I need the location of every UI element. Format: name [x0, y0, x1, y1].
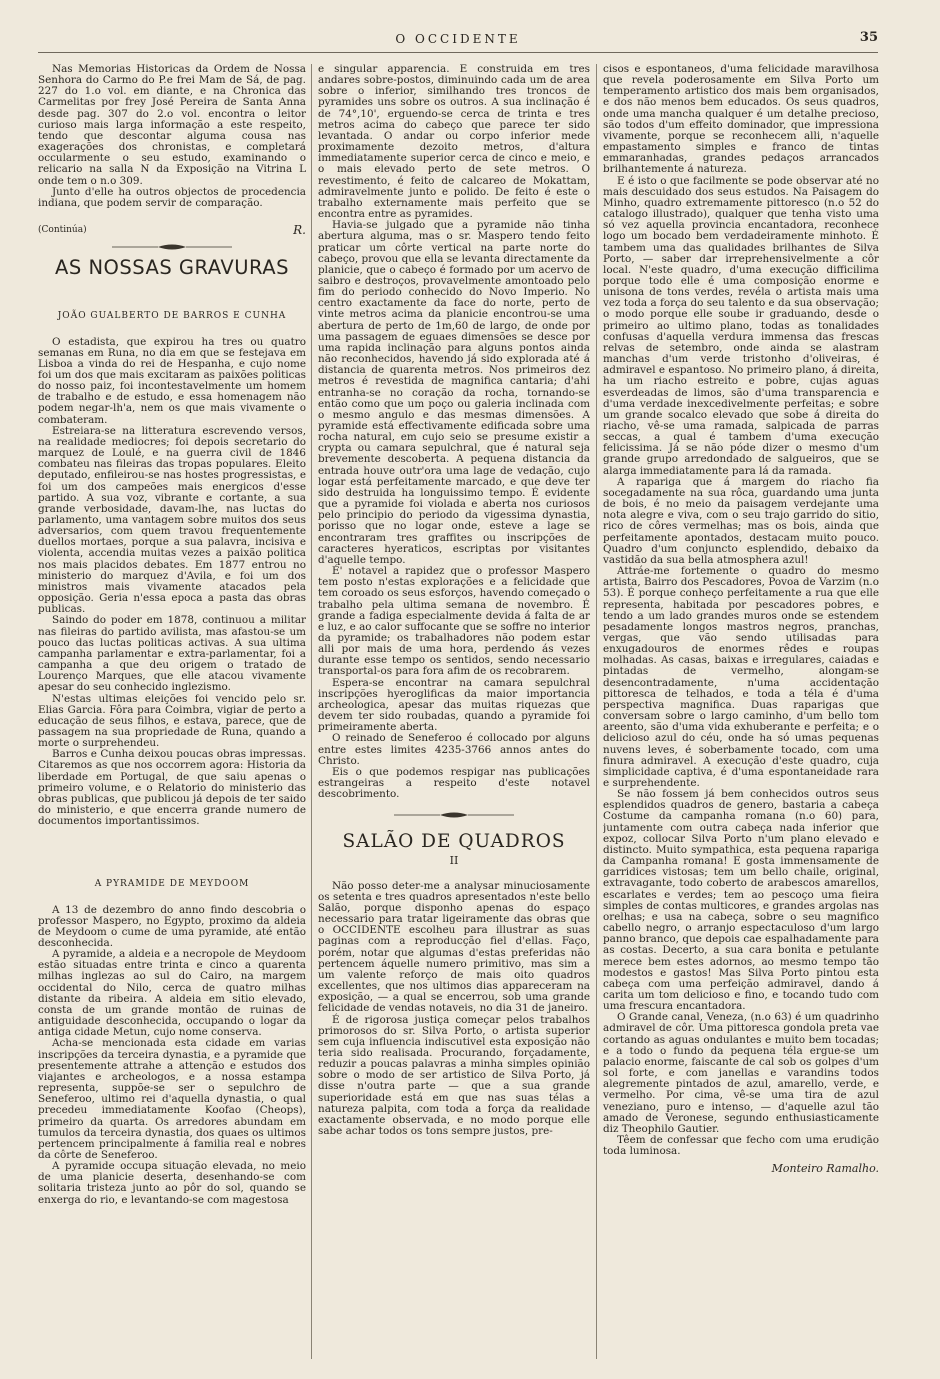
- page-header: [38, 28, 878, 53]
- continuation-line: [38, 225, 306, 236]
- paragraph: N'estas ultimas eleições foi vencido pelo sr. Elias Garcia. Fôra para Coimbra, vigiar de perto a educação de seus filhos, e estava, parece, que de passagem na sua propriedade de Runa, quando a morte o surprehendeu.: [38, 692, 306, 750]
- page-number: 35: [859, 30, 878, 45]
- section-title: SALÃO DE QUADROS: [342, 831, 566, 853]
- paragraph: Não posso deter-me a analysar minuciosamente os setenta e tres quadros apresentados n'este bello Salão, porque disponho apenas do espaço necessario para tratar ligeiramente das obras que o OCCIDENTE escolheu para illustrar as suas paginas com a reproducção fiel d'ellas. Faço, porém, notar que algumas d'estas preferidas não pertencem áquelle numero primitivo, mas sim a um valente reforço de mais oito quadros excellentes, que nos ultimos dias appareceram na exposição, — a qual se encerrou, sob uma grande felicidade de vendas notaveis, no dia 31 de janeiro.: [318, 879, 590, 1015]
- column-middle: [318, 64, 590, 1354]
- paragraph: e singular apparencia. É construida em tres andares sobre-postos, diminuindo cada um de area sobre o inferior, similhando tres troncos de pyramides uns sobre os outros. A sua inclinação é de 74°,10', erguendo-se cerca de trinta e tres metros acima do cabeço que parece ter sido levantada. O andar ou corpo inferior mede proximamente dezoito metros, d'altura immediatamente superior cerca de cinco e meio, e o mais elevado perto de sete metros. O revestimento, é feito de calcareo de Mokattam, admiravelmente junto e polido. De feito é este o trabalho externamente mais perfeito que se encontra entre as pyramides.: [318, 64, 590, 221]
- paragraph: Estreiara-se na litteratura escrevendo versos, na realidade mediocres; foi depois secretario do marquez de Loulé, e na guerra civil de 1846 combateu nas fileiras das tropas populares. Eleito deputado, enfileirou-se nas hostes progressistas, e foi um dos campeões mais energicos d'esse partido. A sua voz, vibrante e cortante, a sua grande verbosidade, davam-lhe, nas luctas do parlamento, uma vantagem sobre muitos dos seus adversarios, com quem travou frequentemente duellos mortaes, porque a sua palavra, incisiva e violenta, accendia muitas vezes a paixão politica nos mais placidos debates. Em 1877 entrou no ministerio do marquez d'Avila, e foi um dos ministros mais vivamente atacados pela opposição. Geria n'essa epoca a pasta das obras publicas.: [38, 424, 306, 616]
- paragraph: Saindo do poder em 1878, continuou a militar nas fileiras do partido avilista, mas afastou-se um pouco das luctas politicas activas. A sua ultima campanha parlamentar e extra-parlamentar, foi a campanha a que deu origem o tratado de Lourenço Marques, que elle atacou vivamente apesar do seu conhecido inglezismo.: [38, 614, 306, 694]
- paragraph: A 13 de dezembro do anno findo descobria o professor Maspero, no Egypto, proximo da aldeia de Meydoom o cume de uma pyramide, até então desconhecida.: [38, 903, 306, 949]
- paragraph: Barros e Cunha deixou poucas obras impressas. Citaremos as que nos occorrem agora: Historia da liberdade em Portugal, de que saiu apenas o primeiro volume, e o Relatorio do ministerio das obras publicas, que publicou já depois de ter saido do ministerio, e que encerra grande numero de documentos importantissimos.: [38, 748, 306, 828]
- ornament-divider: [394, 810, 514, 820]
- ornament-divider: [112, 242, 232, 252]
- paragraph: O Grande canal, Veneza, (n.o 63) é um quadrinho admiravel de côr. Uma pittoresca gondola preta vae cortando as aguas ondulantes e muito bem tocadas; e a todo o fundo da pequena téla ergue-se um palacio enorme, faiscante de cal sob os golpes d'um sol forte, e com janellas e varandins todos alegremente pintados de azul, amarello, verde, e vermelho. Por cima, vê-se uma tira de azul veneziano, puro e intenso, — d'aquelle azul tão amado de Veronese, segundo enthusiasticamente diz Theophilo Gautier.: [603, 1011, 879, 1135]
- paragraph: Têem de confessar que fecho com uma erudição toda luminosa.: [603, 1134, 879, 1158]
- paragraph: O estadista, que expirou ha tres ou quatro semanas em Runa, no dia em que se festejava em Lisboa a vinda do rei de Hespanha, e cujo nome foi um dos que mais excitaram as paixões politicas do nosso paiz, foi incontestavelmente um homem de trabalho e de estudo, e essa homenagem não podem negar-lh'a, nem os que mais vivamente o combateram.: [38, 335, 306, 426]
- column-rule: [311, 64, 312, 1359]
- column-rule: [596, 64, 597, 1359]
- continua-label: (Continúa): [38, 225, 87, 236]
- paragraph: E é isto o que facilmente se pode observar até no mais descuidado dos seus estudos. Na Paisagem do Minho, quadro extremamente pittoresco (n.o 52 do catalogo illustrado), qualquer que tenha visto uma só vez aquella provincia encantadora, reconhece logo um bocado bem verdadeiramente minhoto. É tambem uma das qualidades brilhantes de Silva Porto, — saber dar irreprehensivelmente a côr local. N'este quadro, d'uma execução difficilima porque todo elle é uma composição enorme e unisona de tons verdes, revéla o artista mais uma vez toda a força do seu talento e da sua observação; o modo porque elle soube ir graduando, desde o primeiro ao ultimo plano, todas as tonalidades confusas d'aquella verdura immensa das frescas relvas de setembro, onde ainda se alastram manchas d'um verde tristonho d'oliveiras, é admiravel e espantoso. No primeiro plano, á direita, ha um riacho estreito e pobre, cujas aguas esverdeadas de limos, são d'uma transparencia e d'uma verdade inexcedivelmente perfeitas; e sobre um grande socalco elevado que sobe á direita do riacho, vê-se uma ramada, salpicada de parras seccas, a qual é tambem d'uma execução felicissima. Já se não póde dizer o mesmo d'um grande grupo arredondado de salgueiros, que se alarga immediatamente para lá da ramada.: [603, 174, 879, 477]
- article-title: A PYRAMIDE DE MEYDOOM: [94, 879, 250, 890]
- column-left: [38, 64, 306, 1354]
- section-number: II: [449, 854, 459, 868]
- paragraph: Acha-se mencionada esta cidade em varias inscripções da terceira dynastia, e a pyramide que presentemente attrahe a attenção e estudos dos viajantes e archeologos, e a nossa estampa representa, suppõe-se ser o sepulchro de Seneferoo, ultimo rei d'aquella dynastia, o qual precedeu immediatamente Koofao (Cheops), primeiro da quarta. Os arredores abundam em tumulos da terceira dynastia, dos quaes os ultimos pertencem principalmente á familia real e nobres da côrte de Seneferoo.: [38, 1037, 306, 1161]
- paragraph: Espera-se encontrar na camara sepulchral inscripções hyeroglificas da maior importancia archeologica, apesar das muitas riquezas que devem ter sido roubadas, quando a pyramide foi primeiramente aberta.: [318, 676, 590, 734]
- paragraph: Nas Memorias Historicas da Ordem de Nossa Senhora do Carmo do P.e frei Mam de Sá, de pag. 227 do 1.o vol. em diante, e na Chronica das Carmelitas por frey José Pereira de Santa Anna desde pag. 307 do 2.o vol. encontra o leitor curioso mais larga informação a este respeito, tendo que descontar alguma cousa nas exagerações dos chronistas, e completará occularmente o seu estudo, examinando o relicario na salla N da Exposição na Vitrina L onde tem o n.o 309.: [38, 64, 306, 187]
- paragraph: O reinado de Seneferoo é collocado por alguns entre estes limites 4235-3766 annos antes do Christo.: [318, 732, 590, 767]
- paragraph: Se não fossem já bem conhecidos outros seus esplendidos quadros de genero, bastaria a cabeça Costume da campanha romana (n.o 60) para, juntamente com outra cabeça nada inferior que expoz, collocar Silva Porto n'um plano elevado e distincto. Muito sympathica, esta pequena rapariga da Campanha romana! E gosta immensamente de garridices vistosas; tem um bello chaile, original, extravagante, todo coberto de arabescos amarellos, escarlates e verdes; tem ao pescoço uma fieira simples de contas multicores, e grandes argolas nas orelhas; e usa na cabeça, sobre o seu magnifico cabello negro, o arranjo espectaculoso d'um largo panno branco, que depois cae espalhadamente para as costas. Decerto, a sua cara bonita e petulante merece bem estes adornos, ao mesmo tempo tão modestos e gastos! Mas Silva Porto pintou esta cabeça com uma perfeição admiravel, dando á carita um tom delicioso e fino, e tocando tudo com uma frescura encantadora.: [603, 788, 879, 1013]
- journal-title: O OCCIDENTE: [395, 32, 521, 46]
- author-initial: R.: [293, 223, 306, 238]
- paragraph: A rapariga que á margem do riacho fia socegadamente na sua rôca, guardando uma junta de bois, é no meio da paisagem verdejante uma nota alegre e viva, com o seu trajo garrido do sitio, rico de côres vermelhas; mas os bois, ainda que perfeitamente apontados, destacam muito pouco. Quadro d'um conjuncto esplendido, debaixo da vastidão da sua bella atmosphera azul!: [603, 475, 879, 566]
- paragraph: É de rigorosa justiça começar pelos trabalhos primorosos do sr. Silva Porto, o artista superior sem cuja influencia indiscutivel esta exposição não teria sido realisada. Procurando, forçadamente, reduzir a poucas palavras a minha simples opinião sobre o modo de ser artistico de Silva Porto, já disse n'outra parte — que a sua grande superioridade está em que nas suas télas a natureza palpita, com toda a força da realidade exactamente observada, e no modo porque elle sabe achar todos os tons sempre justos, pre-: [318, 1013, 590, 1138]
- paragraph: É' notavel a rapidez que o professor Maspero tem posto n'estas explorações e a felicidade que tem coroado os seus esforços, havendo começado o trabalho pela ultima semana de novembro. É grande a fadiga especialmente devida á falta de ar e luz, e ao calor suffocante que se soffre no interior da pyramide; os trabalhadores não podem estar alli por mais de uma hora, perdendo ás vezes durante esse tempo os sentidos, sendo necessario transportal-os para fora afim de os recobrarem.: [318, 565, 590, 678]
- paragraph: Attráe-me fortemente o quadro do mesmo artista, Bairro dos Pescadores, Povoa de Varzim (n.o 53). É porque conheço perfeitamente a rua que elle representa, habitada por pescadores pobres, e tendo a um lado grandes muros onde se estendem pesadamente longos mastros negros, pranchas, vergas, que vão sendo utilisadas para enxugadouros de enormes rêdes e roupas molhadas. As casas, baixas e irregulares, caiadas e pintadas de vermelho, alongam-se desencontradamente, n'uma accidentação pittoresca de telhados, e toda a téla é d'uma perspectiva magnifica. Duas raparigas que conversam sobre o largo caminho, d'um bello tom areento, são d'uma vida exhuberante e perfeita; e o delicioso azul do céu, onde ha só umas pequenas nuvens leves, é soberbamente tocado, com uma finura admiravel. A execução d'este quadro, cuja simplicidade captiva, é d'uma espontaneidade rara e surprehendente.: [603, 565, 879, 789]
- article-title: JOÃO GUALBERTO DE BARROS E CUNHA: [57, 311, 287, 322]
- section-title: AS NOSSAS GRAVURAS: [55, 256, 289, 280]
- paragraph: Junto d'elle ha outros objectos de procedencia indiana, que podem servir de comparação.: [38, 185, 306, 209]
- author-signature: Monteiro Ramalho.: [771, 1162, 879, 1176]
- paragraph: Eis o que podemos respigar nas publicações estrangeiras a respeito d'este notavel descobrimento.: [318, 765, 590, 801]
- paragraph: Havia-se julgado que a pyramide não tinha abertura alguma, mas o sr. Maspero tendo feito praticar um côrte vertical na parte norte do cabeço, provou que ella se levanta directamente da planicie, que o cabeço é formado por um acervo de saibro e destroços, provavelmente amontoado pelo fim do periodo conhecido do Novo Imperio. No centro exactamente da face do norte, perto de vinte metros acima da planicie encontrou-se uma abertura de perto de 1m,60 de largo, de onde por uma passagem de eguaes dimensões se desce por uma rapida inclinação para alguns pontos ainda não reconhecidos, havendo já sido explorada até á distancia de quarenta metros. Nos primeiros dez metros é revestida de magnifica cantaria; d'ahi entranha-se no coração da rocha, tornando-se então como que um poço ou galeria inclinada com o mesmo angulo e das mesmas dimensões. A pyramide está effectivamente edificada sobre uma rocha natural, em cujo seio se presume existir a crypta ou camara sepulchral, que é natural seja brevemente descoberta. A pequena distancia da entrada houve outr'ora uma lage de vedação, cujo logar está perfeitamente marcado, e que deve ter sido destruida ha longuissimo tempo. É evidente que a pyramide foi violada e aberta nos curiosos pelo principio do periodo da vigessima dynastia, porisso que no logar onde, esteve a lage se encontraram tres graffites ou inscripções de caracteres hyeraticos, escriptas por visitantes d'aquelle tempo.: [318, 219, 590, 566]
- paragraph: A pyramide occupa situação elevada, no meio de uma planicie deserta, desenhando-se com solitaria tristeza junto ao pôr do sol, quando se enxerga do rio, e levantando-se com magestosa: [38, 1160, 306, 1206]
- paragraph: A pyramide, a aldeia e a necropole de Meydoom estão situadas entre trinta e cinco a quarenta milhas inglezas ao sul do Cairo, na margem occidental do Nilo, cerca de quatro milhas distante da ribeira. A aldeia em sitio elevado, consta de um grande montão de ruinas de antiguidade desconhecida, occupando o logar da antiga cidade Metun, cujo nome conserva.: [38, 948, 306, 1039]
- column-right: [603, 64, 879, 1354]
- paragraph: cisos e espontaneos, d'uma felicidade maravilhosa que revela poderosamente em Silva Porto um temperamento artistico dos mais bem organisados, e dos não menos bem educados. Os seus quadros, onde uma mancha qualquer é um detalhe precioso, são todos d'um effeito dominador, que impressiona vivamente, porque se reconhecem alli, n'aquelle empastamento simples e franco de tintas emmaranhadas, grandes pedaços arrancados brilhantemente á natureza.: [603, 64, 879, 176]
